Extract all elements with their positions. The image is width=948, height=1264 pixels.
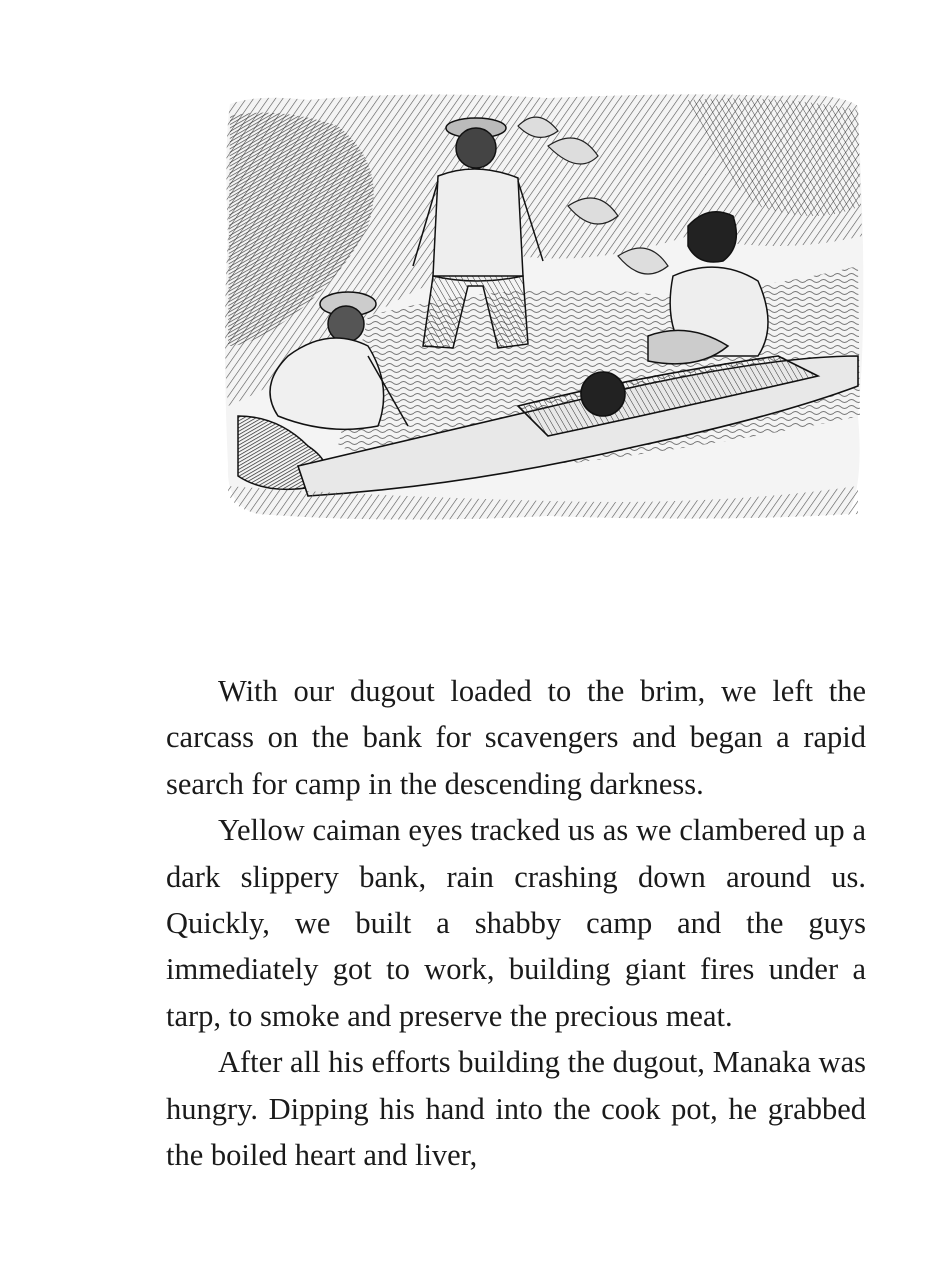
paragraph-1: With our dugout loaded to the brim, we left the carcass on the bank for scavengers and began a rapid search for camp in the descending darkness. <box>166 674 866 801</box>
paragraph-2: Yellow caiman eyes tracked us as we clambered up a dark slippery bank, rain crashing down around us. Quickly, we built a shabby camp and the guys immediately got to work, building giant fires under a tarp, to smoke and preserve the precious meat. <box>166 813 866 1033</box>
body-text <box>166 668 866 1178</box>
paragraph-3: After all his efforts building the dugout, Manaka was hungry. Dipping his hand into the cook pot, he grabbed the boiled heart and liver, <box>166 1045 866 1173</box>
sketch-illustration <box>218 86 868 526</box>
pencil-sketch-illustration-icon <box>218 86 868 526</box>
